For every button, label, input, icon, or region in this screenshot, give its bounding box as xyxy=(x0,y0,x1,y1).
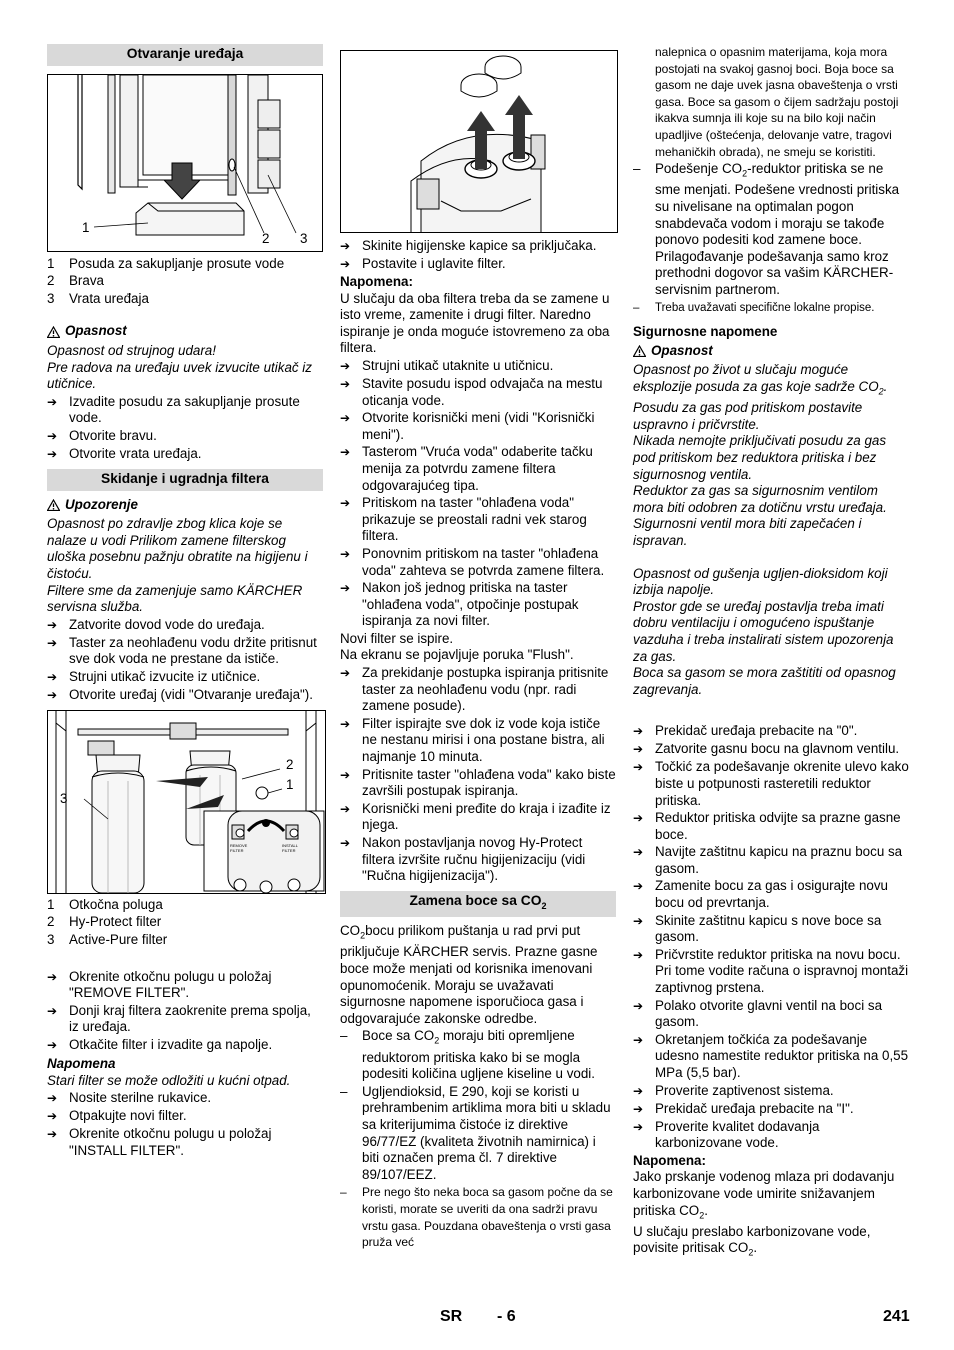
fig1-label-2: 2 xyxy=(262,230,270,246)
arrow-icon: ➔ xyxy=(47,969,58,984)
step-text: Otvorite uređaj (vidi "Otvaranje uređaja"). xyxy=(69,686,313,702)
n1-a: Jako prskanje vodenog mlaza pri dodavanju karbonizovane vode umirite snižavanjem pritiska CO xyxy=(633,1169,895,1218)
legend-text: Otkočna poluga xyxy=(69,896,163,912)
arrow-icon: ➔ xyxy=(47,1091,58,1106)
arrow-icon: ➔ xyxy=(340,581,351,596)
step-text: Strujni utikač utaknite u utičnicu. xyxy=(362,357,554,373)
legend-text: Vrata uređaja xyxy=(69,290,149,306)
arrow-icon: ➔ xyxy=(340,666,351,681)
section-heading-filter: Skidanje i ugradnja filtera xyxy=(47,469,323,491)
arrow-icon: ➔ xyxy=(340,546,351,561)
arrow-icon: ➔ xyxy=(47,635,58,650)
dash-item xyxy=(633,300,909,317)
note-text-1 xyxy=(633,1169,909,1223)
step-text: Točkić za podešavanje okrenite ulevo kako biste u potpunosti rasteretili reduktor pritiska. xyxy=(655,759,909,808)
fig2-label-3: 3 xyxy=(60,790,68,806)
arrow-icon: ➔ xyxy=(633,1083,644,1098)
step xyxy=(633,810,909,843)
legend-item xyxy=(47,914,323,931)
step xyxy=(340,665,616,715)
step-text: Stavite posudu ispod odvajača na mestu oticanja vode. xyxy=(362,375,603,408)
step-text: Pritiskom na taster "ohlađena voda" prikazuje se preostali radni vek starog filtera. xyxy=(362,495,587,544)
arrow-icon: ➔ xyxy=(340,496,351,511)
legend-opening xyxy=(47,256,323,308)
arrow-icon: ➔ xyxy=(47,1127,58,1142)
step xyxy=(633,913,909,946)
dash-mark: – xyxy=(340,1185,347,1200)
arrow-icon: ➔ xyxy=(633,1032,644,1047)
arrow-icon: ➔ xyxy=(340,445,351,460)
figure-opening-device xyxy=(47,74,323,252)
legend-num: 2 xyxy=(47,914,55,930)
dash-text xyxy=(362,1028,616,1082)
fig1-label-3: 3 xyxy=(300,230,308,246)
step-text: Navijte zaštitnu kapicu na praznu bocu sa gasom. xyxy=(655,844,903,876)
step xyxy=(340,580,616,630)
step xyxy=(340,835,616,885)
step-text: Prekidač uređaja prebacite na "0". xyxy=(655,723,858,739)
install-filter-mark: INSTALL FILTER xyxy=(282,842,298,853)
warning-text: Opasnost po zdravlje zbog klica koje se nalaze u vodi Prilikom zamene filterskog uloška posebnu pažnju obratite na higijenu i čistoću. xyxy=(47,516,308,581)
continued-text: nalepnica o opasnim materijama, koja mora postojati na svakoj gasnoj boci. Boja boce sa gasom ne daje uvek jasna obaveštenja o vrsti gasa. Boce sa gasom o čijem sadržaju postoji ikakva sumnja ili koje su na bilo koji način upadljive (oštećenja, delovanje vatre, tragovi mehaničkih obrada), ne smeju se koristiti. xyxy=(655,45,899,159)
intro-b: bocu prilikom puštanja u rad prvi put priključuje KÄRCHER servis. Prazne gasne boce može menjati od korisnika imenovani opunomoćenik. Moraju se uvažavati sigurnosne napomene isporučioca gasa i odgovarajuće zakonske odredbe. xyxy=(340,923,598,1026)
step-text: Otvorite vrata uređaja. xyxy=(69,445,202,461)
dash-text: Pre nego što neka boca sa gasom počne da se koristi, morate se uveriti da ona sadrži pravu vrstu gasa. Pouzdana obaveštenja o vrsti gasa pruža već xyxy=(362,1185,613,1250)
step xyxy=(340,358,616,375)
legend-item xyxy=(47,897,323,914)
step-text: Za prekidanje postupka ispiranja pritisnite taster za neohlađenu vodu (npr. radi zamene posude). xyxy=(362,665,609,714)
step xyxy=(47,1126,323,1159)
co2-intro xyxy=(340,923,616,1027)
step xyxy=(340,801,616,834)
warning-title: Upozorenje xyxy=(65,496,138,512)
step xyxy=(633,947,909,997)
step-text: Zatvorite gasnu bocu na glavnom ventilu. xyxy=(655,741,900,757)
legend-item xyxy=(47,256,323,273)
dash-text: Treba uvažavati specifične lokalne propise. xyxy=(655,301,875,314)
footer-language: SR xyxy=(440,1308,463,1325)
step xyxy=(340,767,616,800)
arrow-icon: ➔ xyxy=(633,1101,644,1116)
n2-a: U slučaju preslabo karbonizovane vode, povisite pritisak CO xyxy=(633,1223,871,1256)
step xyxy=(47,446,323,463)
arrow-icon: ➔ xyxy=(47,1038,58,1053)
step-text: Prekidač uređaja prebacite na "I". xyxy=(655,1100,854,1116)
danger-text-2: Pre radova na uređaju uvek izvucite utikač iz utičnice. xyxy=(47,359,312,392)
arrow-icon: ➔ xyxy=(633,760,644,775)
arrow-icon: ➔ xyxy=(633,845,644,860)
note-text: U slučaju da oba filtera treba da se zamene u isto vreme, zamenite i drugi filter. Naredno ispiranje je onda moguće istovremeno za oba filtera. xyxy=(340,290,610,356)
arrow-icon: ➔ xyxy=(47,394,58,409)
step-text: Filter ispirajte sve dok iz vode koja ističe ne nestanu mirisi i ona postane bistra, ali najmanje 10 minuta. xyxy=(362,715,605,765)
arrow-icon: ➔ xyxy=(633,742,644,757)
dash-text xyxy=(655,161,909,298)
dash-mark: – xyxy=(633,301,640,314)
fig2-label-1: 1 xyxy=(286,776,294,792)
step-text: Proverite zaptivenost sistema. xyxy=(655,1082,834,1098)
arrow-icon: ➔ xyxy=(340,239,351,253)
step xyxy=(47,1090,323,1107)
legend-num: 2 xyxy=(47,273,55,289)
step xyxy=(340,376,616,409)
arrow-icon: ➔ xyxy=(633,913,644,928)
legend-num: 1 xyxy=(47,255,55,271)
step-text: Otvorite korisnički meni (vidi "Korisnički meni"). xyxy=(362,410,595,442)
arrow-icon: ➔ xyxy=(340,716,351,731)
hygiene-caps-illustration xyxy=(341,51,617,232)
step-text: Otkačite filter i izvadite ga napolje. xyxy=(69,1037,273,1053)
footer-local-page: - 6 xyxy=(497,1308,516,1325)
step xyxy=(47,1108,323,1125)
step-text: Polako otvorite glavni ventil na boci sa gasom. xyxy=(655,997,883,1030)
step xyxy=(47,635,323,668)
warning-triangle-icon xyxy=(47,499,60,511)
step-text: Skinite higijenske kapice sa priključaka. xyxy=(362,238,597,253)
note-title: Napomena: xyxy=(340,274,413,289)
column-2 xyxy=(340,44,616,1252)
arrow-icon: ➔ xyxy=(340,767,351,782)
dash-sub: 2 xyxy=(434,1036,440,1047)
warning-heading xyxy=(47,497,323,514)
step-text: Postavite i uglavite filter. xyxy=(362,256,506,271)
step-text: Tasterom "Vruća voda" odaberite tačku menija za potvrdu zamene filtera odgovarajućeg tipa. xyxy=(362,444,593,493)
warning-text-2: Filtere sme da zamenjuje samo KÄRCHER servisna služba. xyxy=(47,582,303,615)
heading-sub: 2 xyxy=(541,900,547,911)
danger-title: Opasnost xyxy=(651,342,713,358)
arrow-icon: ➔ xyxy=(633,1119,644,1134)
note-title: Napomena xyxy=(47,1056,116,1072)
legend-text: Posuda za sakupljanje prosute vode xyxy=(69,255,285,271)
step-text: Zamenite bocu za gas i osigurajte novu bocu od prevrtanja. xyxy=(655,878,888,911)
dash-b: moraju biti opremljene reduktorom pritiska kako bi se mogla podesiti količina ugljene kiseline u vodi. xyxy=(362,1028,595,1082)
dash-mark: – xyxy=(340,1083,348,1099)
intro-a: CO xyxy=(340,923,361,939)
section-heading-opening: Otvaranje uređaja xyxy=(47,44,323,66)
step-text: Zatvorite dovod vode do uređaja. xyxy=(69,616,265,632)
step xyxy=(47,969,323,1002)
arrow-icon: ➔ xyxy=(340,257,351,271)
arrow-icon: ➔ xyxy=(340,801,351,816)
legend-text: Brava xyxy=(69,273,104,289)
dash-b: -reduktor pritiska se ne sme menjati. Podešene vrednosti pritiska su nivelisane na optimalan pogon snabdevača vodom i moraju se takođe ponovo podesiti kod zamene boce. Prilagođavanje podešavanja samo kroz prethodni dogovor sa vašim KÄRCHER-servisnim partnerom. xyxy=(655,161,900,297)
arrow-icon: ➔ xyxy=(340,836,351,850)
step-text: Nosite sterilne rukavice. xyxy=(69,1090,212,1106)
legend-num: 3 xyxy=(47,290,55,306)
note-text-2 xyxy=(633,1224,909,1262)
dash-mark: – xyxy=(633,161,641,177)
arrow-icon: ➔ xyxy=(47,1003,58,1018)
note-text: Stari filter se može odložiti u kućni otpad. xyxy=(47,1072,291,1088)
fig2-label-2: 2 xyxy=(286,756,294,772)
warning-triangle-icon xyxy=(633,345,646,357)
text-flush-2: Na ekranu se pojavljuje poruka "Flush". xyxy=(340,647,574,663)
dash-item xyxy=(340,1028,616,1082)
danger-heading xyxy=(633,343,909,360)
dash-item xyxy=(340,1084,616,1184)
step-text: Nakon postavljanja novog Hy-Protect filtera izvršite ručnu higijenizaciju (vidi "Ručna higijenizacija"). xyxy=(362,835,586,884)
legend-filters xyxy=(47,897,323,949)
step xyxy=(47,687,323,704)
step xyxy=(340,546,616,579)
step-text: Otvorite bravu. xyxy=(69,427,157,443)
warning-triangle-icon xyxy=(47,326,60,338)
step-text: Donji kraj filtera zaokrenite prema spolja, iz uređaja. xyxy=(69,1002,311,1035)
legend-num: 1 xyxy=(47,896,55,912)
step xyxy=(633,1083,909,1100)
step-text: Korisnički meni pređite do kraja i izađite iz njega. xyxy=(362,800,611,833)
danger-text: Opasnost od strujnog udara! xyxy=(47,342,216,358)
step-text: Okrenite otkočnu polugu u položaj "INSTALL FILTER". xyxy=(69,1126,272,1158)
step xyxy=(47,394,323,427)
figure-filters xyxy=(47,710,326,894)
arrow-icon: ➔ xyxy=(340,411,351,426)
step-text: Skinite zaštitnu kapicu s nove boce sa gasom. xyxy=(655,912,882,945)
legend-item xyxy=(47,273,323,290)
step-text: Taster za neohlađenu vodu držite pritisnut sve dok voda ne prestane da ističe. xyxy=(69,634,317,667)
safety-text-3: Nikada nemojte priključivati posudu za gas pod pritiskom bez reduktora pritiska i bez sigurnosnog ventila. xyxy=(633,433,887,482)
danger-heading xyxy=(47,323,323,340)
step-text: Otpakujte novi filter. xyxy=(69,1108,187,1124)
danger-title: Opasnost xyxy=(65,323,127,339)
step-text: Pričvrstite reduktor pritiska na novu bocu. Pri tome vodite računa o ispravnoj montaži zaptivnog prstena. xyxy=(655,946,909,996)
safety-heading: Sigurnosne napomene xyxy=(633,324,778,340)
arrow-icon: ➔ xyxy=(633,724,644,739)
fig1-label-1: 1 xyxy=(82,219,90,235)
arrow-icon: ➔ xyxy=(47,617,58,632)
dash-mark: – xyxy=(340,1028,348,1044)
step-text: Nakon još jednog pritiska na taster "ohlađena voda", otpočinje postupak ispiranja za novi filter. xyxy=(362,580,579,629)
step xyxy=(47,428,323,445)
legend-text: Active-Pure filter xyxy=(69,932,168,948)
column-3 xyxy=(633,44,909,1262)
arrow-icon: ➔ xyxy=(340,376,351,391)
step xyxy=(633,1119,909,1152)
step xyxy=(47,1037,323,1054)
n1-b: . xyxy=(704,1202,708,1218)
step xyxy=(633,1032,909,1082)
w1-b: . xyxy=(883,378,888,394)
arrow-icon: ➔ xyxy=(47,669,58,684)
dash-item xyxy=(340,1184,616,1250)
n2-b: . xyxy=(753,1240,758,1256)
step xyxy=(340,256,616,273)
step-text: Ponovnim pritiskom na taster "ohlađena voda" zahteva se potvrda zamene filtera. xyxy=(362,545,605,578)
arrow-icon: ➔ xyxy=(47,446,58,461)
dash-a: Podešenje CO xyxy=(655,161,743,177)
note-title: Napomena: xyxy=(633,1152,706,1168)
safety-text-5: Opasnost od gušenja ugljen-dioksidom koji izbija napolje. xyxy=(633,565,888,598)
arrow-icon: ➔ xyxy=(340,358,351,373)
intro-sub: 2 xyxy=(360,930,366,941)
arrow-icon: ➔ xyxy=(633,947,644,962)
step xyxy=(47,1003,323,1036)
step xyxy=(633,998,909,1031)
column-1 xyxy=(47,44,323,1160)
arrow-icon: ➔ xyxy=(47,687,58,702)
step xyxy=(340,716,616,766)
arrow-icon: ➔ xyxy=(633,879,644,894)
step xyxy=(340,410,616,443)
arrow-icon: ➔ xyxy=(633,998,644,1013)
filters-illustration xyxy=(48,711,325,893)
step xyxy=(633,759,909,809)
section-heading-co2 xyxy=(340,891,616,917)
figure-hygiene-caps xyxy=(340,50,618,233)
dash-text: Ugljendioksid, E 290, koji se koristi u prehrambenim artiklima mora biti u skladu sa kriterijumima čistoće iz direktive 96/77/EZ (kvaliteta životnih namirnica) i biti označen prema čl. 7 direktive 89/107/EEZ. xyxy=(362,1083,611,1182)
step-text: Reduktor pritiska odvijte sa prazne gasne boce. xyxy=(655,810,901,842)
step xyxy=(633,741,909,758)
arrow-icon: ➔ xyxy=(47,428,58,443)
step xyxy=(340,495,616,545)
step xyxy=(633,723,909,740)
n1-sub: 2 xyxy=(699,1210,705,1221)
step-text: Okrenite otkočnu polugu u položaj "REMOVE FILTER". xyxy=(69,968,272,1001)
step-text: Pritisnite taster "ohlađena voda" kako biste završili postupak ispiranja. xyxy=(362,766,616,799)
w1-a: Opasnost po život u slučaju moguće eksplozije posuda za gas koje sadrže CO xyxy=(633,362,879,394)
step xyxy=(47,669,323,686)
safety-text-4: Reduktor za gas sa sigurnosnim ventilom mora biti odobren za dotičnu vrstu uređaja. Sigurnosni ventil mora biti zapečaćen i ispravan. xyxy=(633,483,887,548)
step xyxy=(340,444,616,494)
legend-text: Hy-Protect filter xyxy=(69,914,162,930)
dash-item xyxy=(633,161,909,298)
legend-item xyxy=(47,291,323,308)
step-text: Proverite kvalitet dodavanja karbonizovane vode. xyxy=(655,1118,820,1151)
heading-text: Zamena boce sa CO xyxy=(409,892,542,908)
n2-sub: 2 xyxy=(748,1248,754,1259)
w1-sub: 2 xyxy=(878,386,884,397)
step-text: Okretanjem točkića za podešavanje udesno namestite reduktor pritiska na 0,55 MPa (5,5 bar). xyxy=(655,1031,909,1080)
arrow-icon: ➔ xyxy=(633,811,644,826)
arrow-icon: ➔ xyxy=(47,1109,58,1124)
dash-sub: 2 xyxy=(742,168,748,179)
step-text: Strujni utikač izvucite iz utičnice. xyxy=(69,668,261,684)
step-text: Izvadite posudu za sakupljanje prosute vode. xyxy=(69,393,300,426)
safety-text-7: Boca sa gasom se mora zaštititi od opasnog zagrevanja. xyxy=(633,665,896,697)
footer-page-number: 241 xyxy=(883,1308,910,1325)
step xyxy=(633,844,909,877)
step xyxy=(340,238,616,255)
legend-num: 3 xyxy=(47,932,55,948)
remove-filter-mark: REMOVE FILTER xyxy=(230,842,248,853)
step xyxy=(633,878,909,911)
safety-text-2: Posudu za gas pod pritiskom postavite uspravno i pričvrstite. xyxy=(633,400,863,432)
step xyxy=(47,617,323,634)
safety-text-1 xyxy=(633,362,909,400)
safety-text-6: Prostor gde se uređaj postavlja treba imati dobru ventilaciju i omogućeno ispuštanje vazduha i treba instalirati sistem upozorenja za gas. xyxy=(633,598,894,664)
dash-a: Boce sa CO xyxy=(362,1028,435,1044)
legend-item xyxy=(47,932,323,949)
step xyxy=(633,1101,909,1118)
text-flush-1: Novi filter se ispire. xyxy=(340,630,454,646)
